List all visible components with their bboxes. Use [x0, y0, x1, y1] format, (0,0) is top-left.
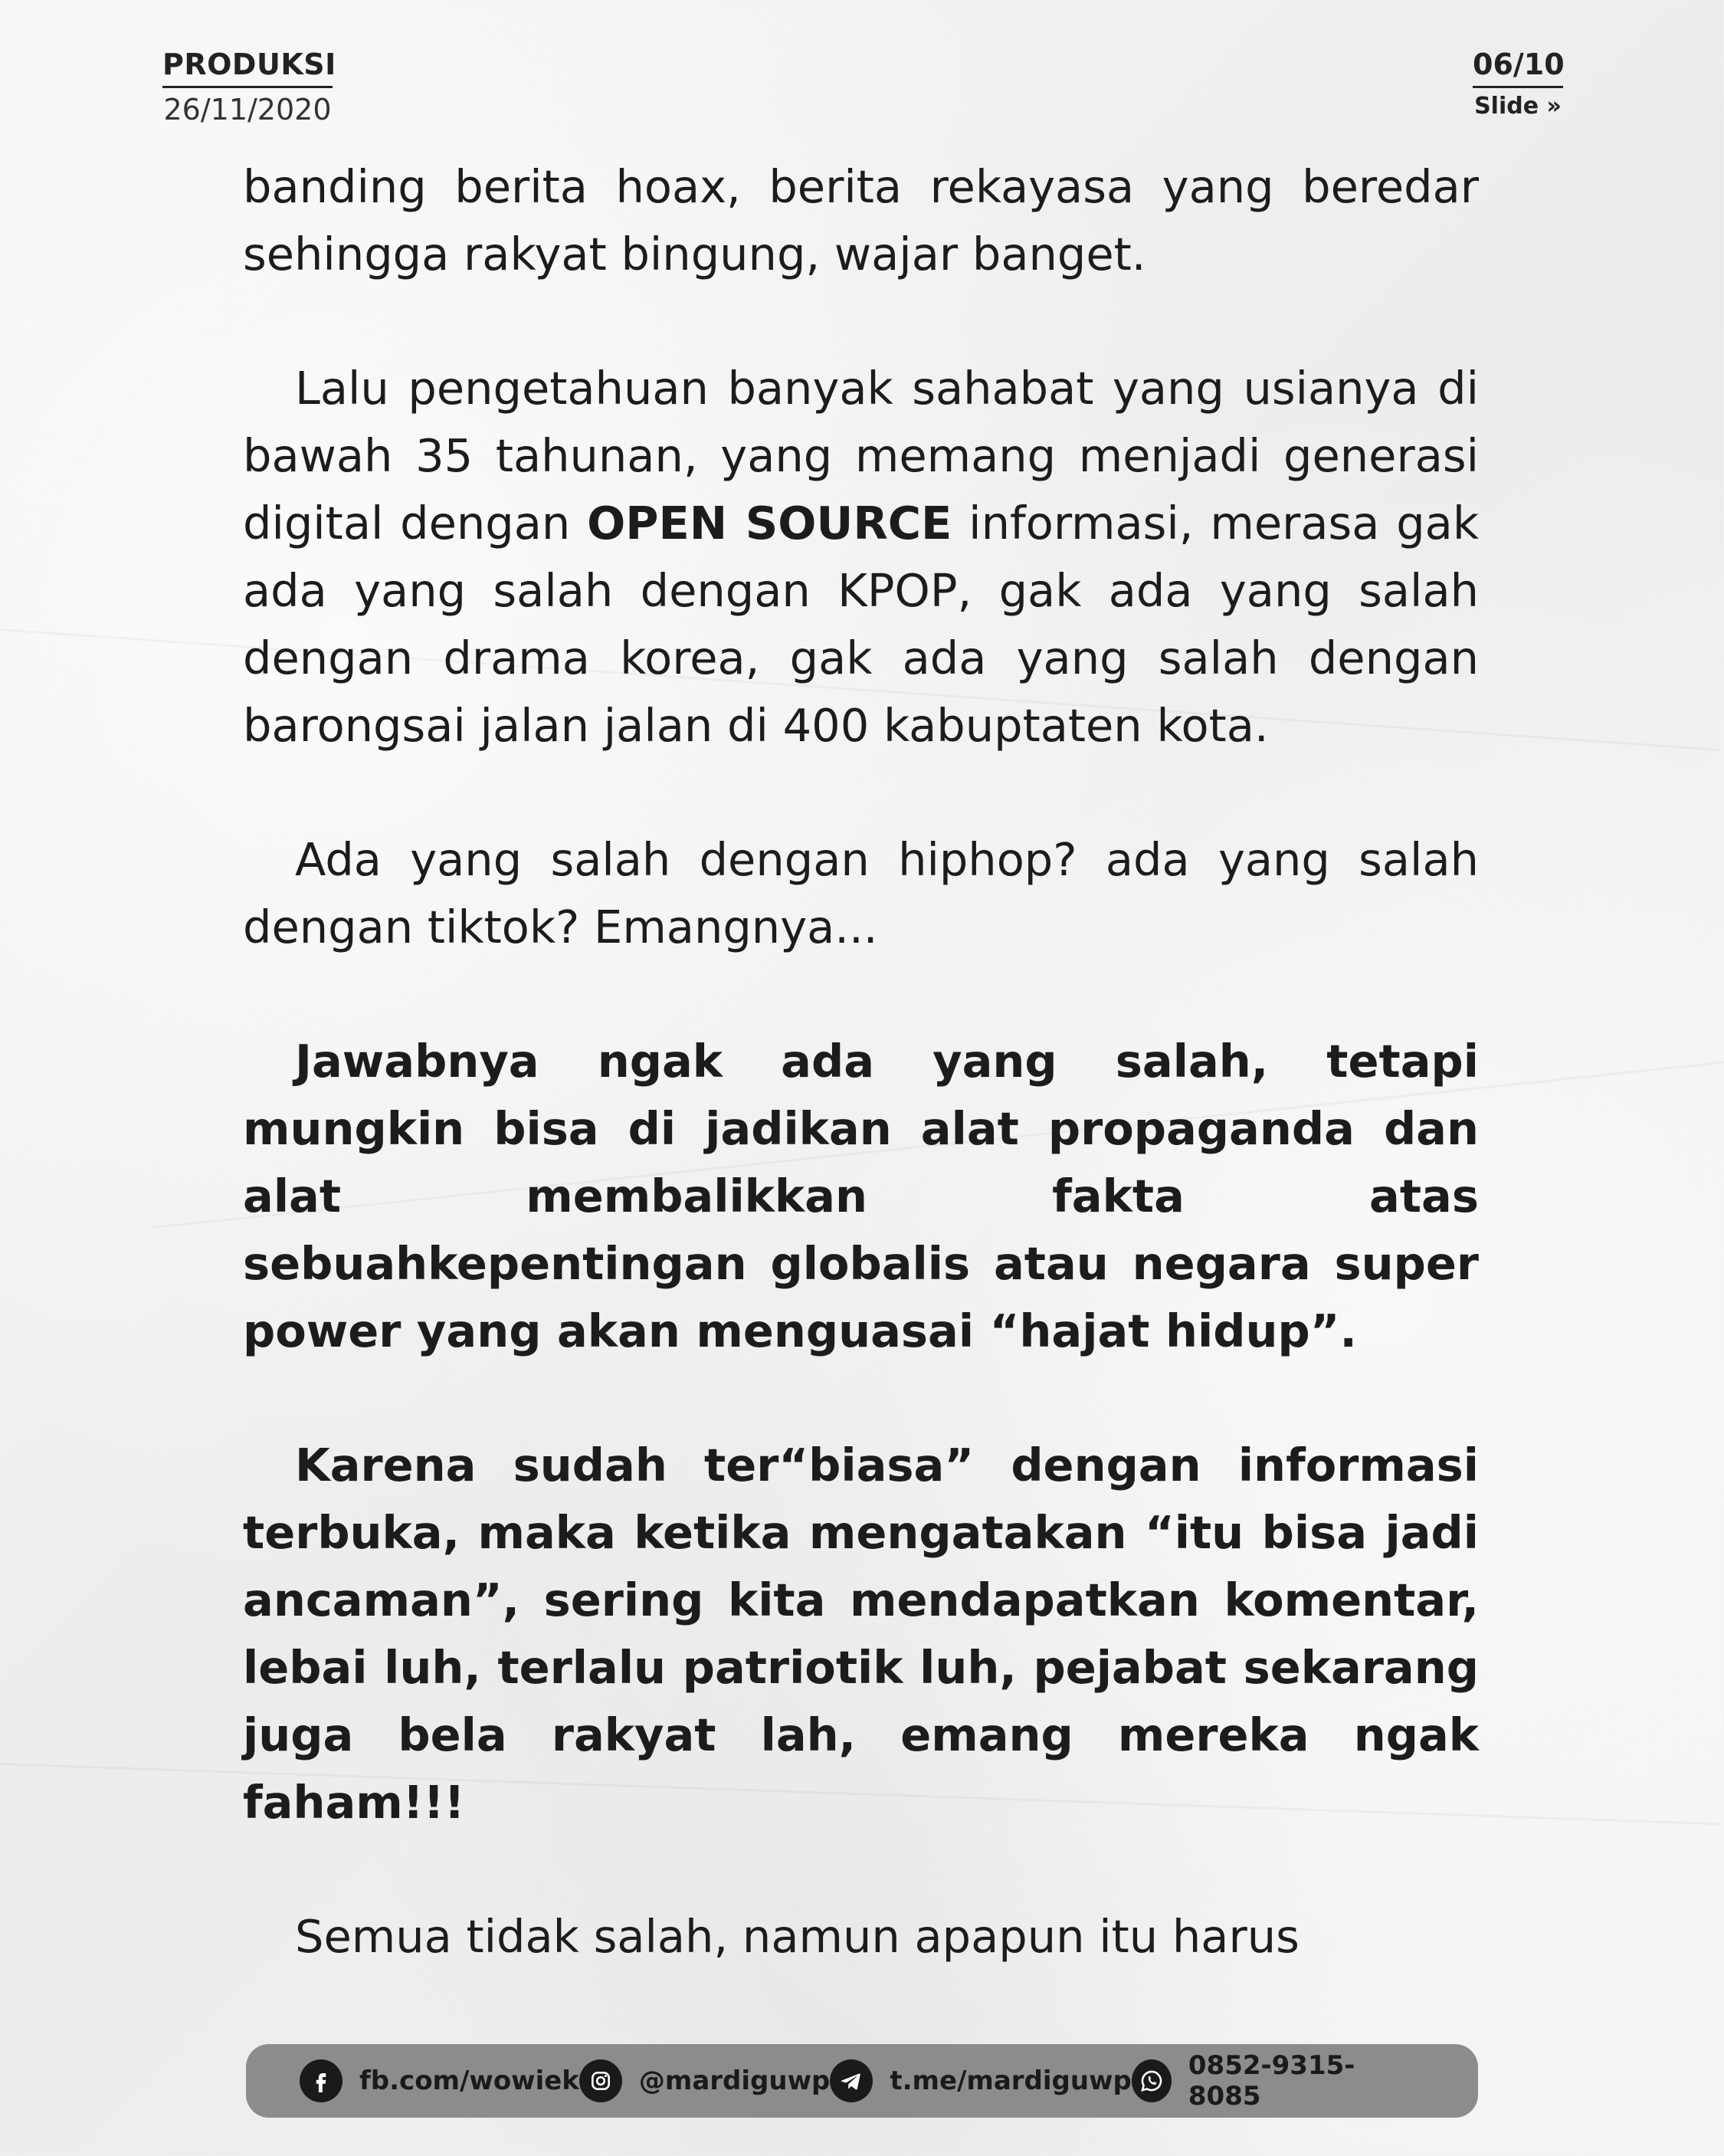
- instagram-link[interactable]: [579, 2059, 830, 2102]
- whatsapp-number: 0852-9315-8085: [1188, 2050, 1355, 2112]
- page-divider: [1473, 86, 1563, 88]
- telegram-icon: [830, 2059, 873, 2102]
- paragraph-6: Semua tidak salah, namun apapun itu harus: [295, 1910, 1300, 1963]
- header-section: [162, 48, 336, 126]
- telegram-handle: t.me/mardiguwp: [890, 2066, 1132, 2096]
- paragraph-2-text: Lalu pengetahuan banyak sahabat yang usianya di bawah 35 tahunan, yang memang menjadi generasi digital dengan: [243, 362, 1479, 550]
- page-indicator: [1473, 48, 1563, 120]
- facebook-handle: fb.com/wowiek: [359, 2066, 579, 2096]
- slide-label-row: [1473, 93, 1563, 120]
- facebook-link[interactable]: [300, 2059, 579, 2102]
- paragraph-3: Ada yang salah dengan hiphop? ada yang salah dengan tiktok? Emangnya...: [243, 833, 1479, 953]
- paragraph-2-text-end: informasi, merasa gak ada yang salah dengan KPOP, gak ada yang salah dengan drama korea, gak ada yang salah dengan barongsai jalan jalan di 400 kabuptaten kota.: [243, 497, 1479, 752]
- instagram-handle: @mardiguwp: [638, 2066, 831, 2096]
- whatsapp-icon: [1132, 2059, 1172, 2102]
- paragraph-2: [243, 355, 1479, 760]
- paragraph-1: banding berita hoax, berita rekayasa yang beredar sehingga rakyat bingung, wajar banget.: [243, 160, 1479, 281]
- section-label: PRODUKSI: [162, 48, 336, 81]
- page-counter: 06/10: [1473, 48, 1565, 81]
- telegram-link[interactable]: [830, 2059, 1132, 2102]
- paragraph-5: Karena sudah ter“biasa” dengan informasi terbuka, maka ketika mengatakan “itu bisa jadi ancaman”, sering kita mendapatkan komentar, lebai luh, terlalu patriotik luh, pejabat sekarang juga bela rakyat lah, emang mereka ngak faham!!!: [243, 1439, 1479, 1829]
- double-chevron-right-icon: »: [1546, 93, 1562, 120]
- instagram-icon: [579, 2059, 622, 2102]
- header-divider: [162, 86, 333, 88]
- paragraph-4: Jawabnya ngak ada yang salah, tetapi mungkin bisa di jadikan alat propaganda dan alat membalikkan fakta atas sebuahkepentingan globalis atau negara super power yang akan menguasai “hajat hidup”.: [243, 1035, 1479, 1357]
- open-source-emphasis: OPEN SOURCE: [587, 497, 952, 550]
- social-links-bar: [246, 2044, 1478, 2118]
- article-body: [243, 153, 1479, 2037]
- slide-label: Slide: [1474, 93, 1539, 120]
- whatsapp-link[interactable]: [1132, 2050, 1411, 2112]
- facebook-icon: [300, 2059, 343, 2102]
- publish-date: 26/11/2020: [163, 93, 332, 126]
